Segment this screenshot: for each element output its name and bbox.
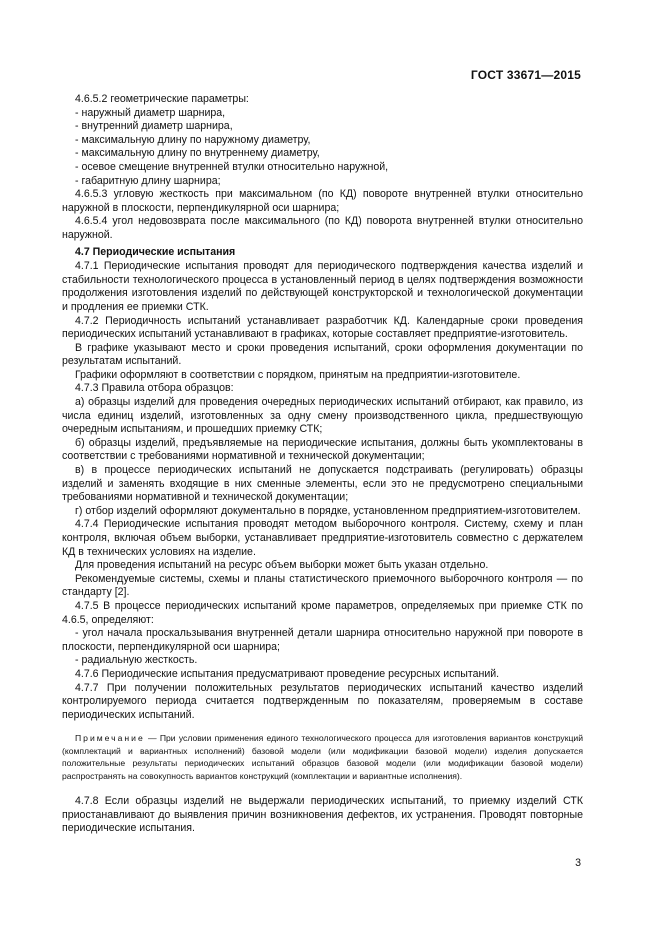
clause-4-7-5: 4.7.5 В процессе периодических испытаний кроме параметров, определяемых при приемке СТК по 4.6.5, определяют: — [62, 599, 583, 626]
clause-4-7-3-c: в) в процессе периодических испытаний не допускается подстраивать (регулировать) образцы изделий и заменять входящие в них сменные элементы, если это не предусмотрено специальными требованиями нормативной и технической документации; — [62, 464, 583, 504]
clause-4-7-4-standard: Рекомендуемые системы, схемы и планы статистического приемочного выборочного контроля — по стандарту [2]. — [62, 572, 583, 599]
clause-4-7-3: 4.7.3 Правила отбора образцов: — [75, 382, 234, 395]
clause-4-7-3-a: а) образцы изделий для проведения очередных периодических испытаний отбирают, как правило, из числа единиц изделий, изготовленных за одну смену производственного цикла, предшествующую очередным испытаниям, и прошедших приемку СТК; — [62, 396, 583, 436]
section-heading-4-7: 4.7 Периодические испытания — [75, 245, 236, 258]
clause-4-6-5-4: 4.6.5.4 угол недовозврата после максимального (по КД) поворота внутренней втулки относительно наружной. — [62, 215, 583, 241]
note — [62, 732, 583, 782]
page-body — [62, 93, 583, 836]
clause-4-6-5-3: 4.6.5.3 угловую жесткость при максимальном (по КД) повороте внутренней втулки относительно наружной в плоскости, перпендикулярной оси шарнира; — [62, 188, 583, 214]
clause-4-7-4: 4.7.4 Периодические испытания проводят методом выборочного контроля. Систему, схему и план контроля, включая объем выборки, устанавливает предприятие-изготовитель совместно с держателем КД в технических условиях на изделие. — [62, 518, 583, 558]
list-item: - максимальную длину по внутреннему диаметру, — [75, 147, 320, 160]
clause-4-7-7: 4.7.7 При получении положительных результатов периодических испытаний качество изделий контролируемого периода считается подтвержденным по показателям, проверяемым в составе периодических испытаний. — [62, 681, 583, 721]
clause-4-7-3-b: б) образцы изделий, предъявляемые на периодические испытания, должны быть укомплектованы в соответствии с требованиями нормативной и технической документации; — [62, 436, 583, 463]
list-item: - угол начала проскальзывания внутренней детали шарнира относительно наружной при повороте в плоскости, перпендикулярной оси шарнира; — [62, 627, 583, 653]
clause-4-7-1: 4.7.1 Периодические испытания проводят для периодического подтверждения качества изделий и стабильности технологического процесса в установленный период в целях подтверждения возможности продолжения изготовления изделий по действующей конструкторской и технологической документации и продления ее приемки СТК. — [62, 260, 583, 313]
note-text: — При условии применения единого технологического процесса для изготовления вариантов конструкций (комплектаций и вариантных исполнений) базовой модели (или модификации базовой модели) изделия допускается положительные результаты периодических испытаний образцов базовой модели (или модификации базовой модели) распространять на совокупность вариантов конструкций (комплектации и вариантные исполнения). — [62, 733, 583, 781]
clause-4-7-2: 4.7.2 Периодичность испытаний устанавливает разработчик КД. Календарные сроки проведения периодических испытаний устанавливают в графиках, которые составляет предприятие-изготовитель. — [62, 314, 583, 341]
clause-4-7-4-resource: Для проведения испытаний на ресурс объем выборки может быть указан отдельно. — [75, 559, 489, 572]
list-item: - габаритную длину шарнира; — [75, 174, 221, 187]
clause-4-7-2-schedule: В графике указывают место и сроки проведения испытаний, сроки оформления документации по результатам испытаний. — [62, 341, 583, 368]
clause-4-7-8: 4.7.8 Если образцы изделий не выдержали периодических испытаний, то приемку изделий СТК приостанавливают до выявления причин возникновения дефектов, их устранения. Проводят повторные периодические испытания. — [62, 794, 583, 835]
note-label: Примечание — [75, 733, 145, 744]
page-number: 3 — [575, 857, 581, 869]
list-item: - радиальную жесткость. — [75, 654, 198, 667]
clause-4-7-2-format: Графики оформляют в соответствии с порядком, принятым на предприятии-изготовителе. — [75, 368, 521, 381]
list-item: - наружный диаметр шарнира, — [75, 106, 226, 119]
list-item: - максимальную длину по наружному диаметру, — [75, 133, 311, 146]
clause-4-7-6: 4.7.6 Периодические испытания предусматривают проведение ресурсных испытаний. — [75, 667, 500, 680]
list-item: - внутренний диаметр шарнира, — [75, 120, 233, 133]
clause-4-6-5-2-title: 4.6.5.2 геометрические параметры: — [75, 93, 249, 105]
document-code: ГОСТ 33671—2015 — [470, 68, 581, 82]
list-item: - осевое смещение внутренней втулки относительно наружной, — [75, 160, 389, 173]
clause-4-7-3-d: г) отбор изделий оформляют документально в порядке, установленном предприятием-изготовителем. — [75, 504, 581, 517]
